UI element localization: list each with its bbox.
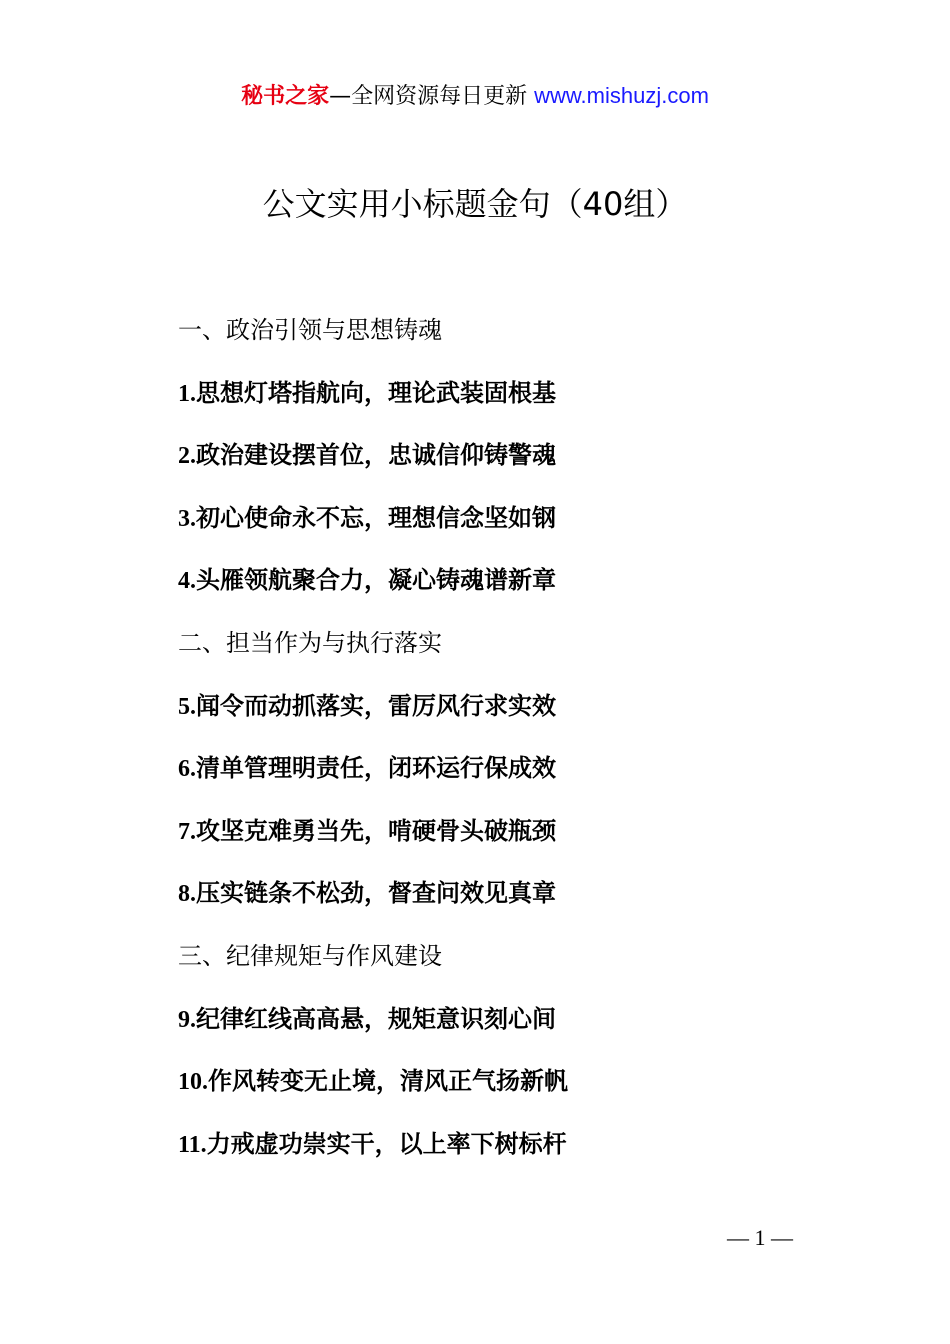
item-number: 10. — [178, 1069, 208, 1096]
item-text: 压实链条不松劲，督查问效见真章 — [196, 879, 556, 908]
item-number: 3. — [178, 505, 196, 532]
item-text: 闻令而动抓落实，雷厉风行求实效 — [196, 691, 556, 720]
item-text: 清单管理明责任，闭环运行保成效 — [196, 754, 556, 783]
list-item — [178, 560, 828, 623]
list-item — [178, 873, 828, 936]
list-item — [178, 1124, 828, 1187]
page-number: — 1 — — [727, 1225, 793, 1250]
list-item — [178, 748, 828, 811]
item-number: 6. — [178, 756, 196, 783]
section-heading: 一、政治引领与思想铸魂 — [178, 316, 442, 344]
item-text: 初心使命永不忘，理想信念坚如钢 — [196, 503, 556, 532]
list-item — [178, 373, 828, 436]
item-text: 思想灯塔指航向，理论武装固根基 — [196, 378, 556, 407]
site-header — [0, 80, 950, 113]
item-number: 8. — [178, 881, 196, 908]
item-text: 攻坚克难勇当先，啃硬骨头破瓶颈 — [196, 816, 556, 845]
item-number: 1. — [178, 380, 196, 407]
item-number: 9. — [178, 1006, 196, 1033]
list-item — [178, 1061, 828, 1124]
item-number: 5. — [178, 693, 196, 720]
item-text: 政治建设摆首位，忠诚信仰铸警魂 — [196, 441, 556, 470]
header-slogan: —全网资源每日更新 — [329, 84, 535, 109]
site-url-link[interactable]: www.mishuzj.com — [534, 83, 709, 108]
item-text: 纪律红线高高悬，规矩意识刻心间 — [196, 1004, 556, 1033]
list-item — [178, 999, 828, 1062]
item-text: 力戒虚功崇实干，以上率下树标杆 — [206, 1129, 567, 1158]
item-number: 11. — [178, 1131, 207, 1158]
item-number: 7. — [178, 818, 196, 845]
item-text: 头雁领航聚合力，凝心铸魂谱新章 — [196, 566, 556, 595]
section-heading: 二、担当作为与执行落实 — [178, 628, 442, 657]
document-body — [178, 310, 828, 1186]
item-number: 4. — [178, 568, 196, 595]
list-item — [178, 498, 828, 561]
item-number: 2. — [178, 443, 196, 470]
section-heading: 三、纪律规矩与作风建设 — [178, 941, 442, 970]
list-item — [178, 811, 828, 874]
list-item — [178, 435, 828, 498]
item-text: 作风转变无止境，清风正气扬新帆 — [208, 1067, 568, 1096]
brand-name: 秘书之家 — [241, 84, 330, 109]
list-item — [178, 686, 828, 749]
document-title: 公文实用小标题金句（40组） — [262, 185, 688, 223]
